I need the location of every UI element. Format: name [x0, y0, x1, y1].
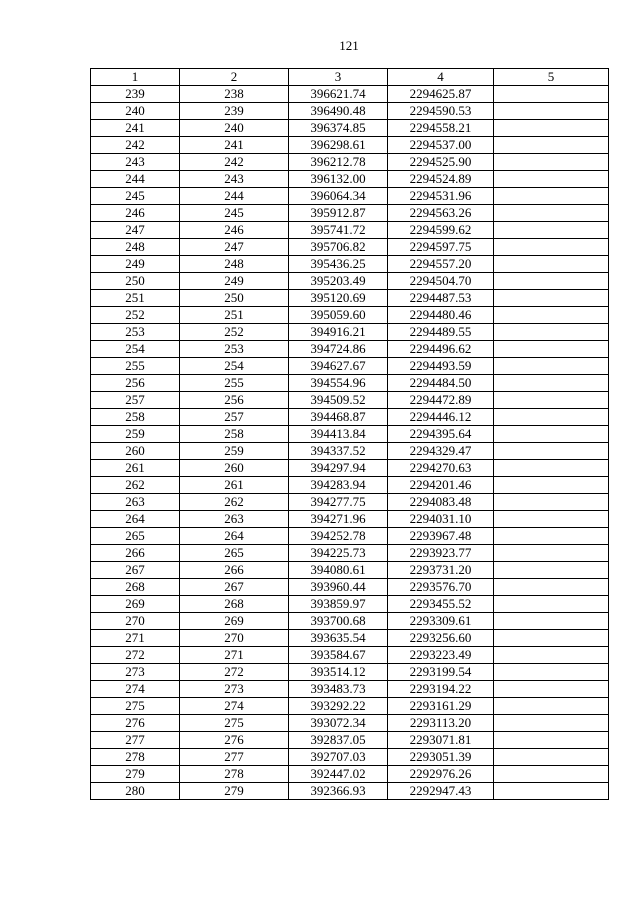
table-cell: [494, 239, 609, 256]
table-cell: [494, 613, 609, 630]
table-row: [91, 630, 609, 647]
table-cell: 246: [91, 205, 180, 222]
table-cell: 247: [180, 239, 289, 256]
table-cell: [494, 290, 609, 307]
table-cell: 276: [91, 715, 180, 732]
table-cell: 276: [180, 732, 289, 749]
table-cell: 240: [180, 120, 289, 137]
column-header: 2: [180, 69, 289, 86]
table-cell: [494, 460, 609, 477]
table-cell: 2293051.39: [388, 749, 494, 766]
table-row: [91, 205, 609, 222]
table-cell: 2293161.29: [388, 698, 494, 715]
table-cell: 244: [180, 188, 289, 205]
table-cell: 269: [180, 613, 289, 630]
table-cell: 2294524.89: [388, 171, 494, 188]
table-cell: 252: [180, 324, 289, 341]
table-cell: [494, 783, 609, 800]
table-cell: 393483.73: [289, 681, 388, 698]
table-cell: 238: [180, 86, 289, 103]
table-row: [91, 290, 609, 307]
table-row: [91, 273, 609, 290]
table-cell: 241: [180, 137, 289, 154]
table-cell: [494, 188, 609, 205]
table-cell: [494, 120, 609, 137]
table-cell: 2294487.53: [388, 290, 494, 307]
table-cell: 277: [180, 749, 289, 766]
table-cell: 253: [91, 324, 180, 341]
table-cell: 2294563.26: [388, 205, 494, 222]
table-cell: 263: [180, 511, 289, 528]
table-cell: 279: [180, 783, 289, 800]
table-cell: [494, 647, 609, 664]
table-cell: [494, 698, 609, 715]
table-cell: 274: [91, 681, 180, 698]
table-cell: [494, 664, 609, 681]
table-cell: 249: [91, 256, 180, 273]
table-row: [91, 188, 609, 205]
table-cell: 394627.67: [289, 358, 388, 375]
table-cell: [494, 137, 609, 154]
table-cell: 393960.44: [289, 579, 388, 596]
table-cell: 250: [91, 273, 180, 290]
table-cell: 2294597.75: [388, 239, 494, 256]
column-header: 5: [494, 69, 609, 86]
table-cell: 278: [91, 749, 180, 766]
table-cell: 251: [91, 290, 180, 307]
table-row: [91, 86, 609, 103]
table-cell: 255: [180, 375, 289, 392]
table-cell: [494, 596, 609, 613]
table-cell: 2294599.62: [388, 222, 494, 239]
table-cell: 249: [180, 273, 289, 290]
table-cell: 239: [180, 103, 289, 120]
table-cell: 257: [180, 409, 289, 426]
table-cell: 395059.60: [289, 307, 388, 324]
table-cell: 394252.78: [289, 528, 388, 545]
table-cell: 2294496.62: [388, 341, 494, 358]
table-cell: 394509.52: [289, 392, 388, 409]
table-cell: 393859.97: [289, 596, 388, 613]
table-cell: 2293309.61: [388, 613, 494, 630]
table-cell: 258: [91, 409, 180, 426]
table-row: [91, 647, 609, 664]
table-row: [91, 766, 609, 783]
table-cell: 2294270.63: [388, 460, 494, 477]
table-row: [91, 681, 609, 698]
table-cell: 241: [91, 120, 180, 137]
table-row: [91, 341, 609, 358]
table-cell: [494, 256, 609, 273]
table-cell: 260: [180, 460, 289, 477]
table-row: [91, 137, 609, 154]
table-cell: 257: [91, 392, 180, 409]
table-cell: [494, 477, 609, 494]
table-cell: [494, 681, 609, 698]
table-cell: [494, 749, 609, 766]
table-cell: 263: [91, 494, 180, 511]
table-cell: [494, 154, 609, 171]
table-cell: 2294031.10: [388, 511, 494, 528]
table-cell: 394277.75: [289, 494, 388, 511]
table-row: [91, 171, 609, 188]
table-cell: 2294537.00: [388, 137, 494, 154]
table-cell: 266: [180, 562, 289, 579]
table-row: [91, 528, 609, 545]
table-cell: 2293576.70: [388, 579, 494, 596]
table-row: [91, 477, 609, 494]
table-cell: 393514.12: [289, 664, 388, 681]
table-cell: [494, 630, 609, 647]
table-cell: 2294395.64: [388, 426, 494, 443]
table-cell: [494, 375, 609, 392]
table-cell: 393584.67: [289, 647, 388, 664]
table-row: [91, 239, 609, 256]
table-cell: 2294590.53: [388, 103, 494, 120]
table-cell: [494, 392, 609, 409]
table-cell: 394468.87: [289, 409, 388, 426]
table-cell: 267: [180, 579, 289, 596]
table-cell: 278: [180, 766, 289, 783]
table-cell: 394283.94: [289, 477, 388, 494]
table-row: [91, 375, 609, 392]
coordinates-table: [90, 68, 609, 800]
table-cell: [494, 732, 609, 749]
table-cell: [494, 307, 609, 324]
table-cell: 2293194.22: [388, 681, 494, 698]
table-cell: 264: [91, 511, 180, 528]
table-body: [91, 86, 609, 800]
table-cell: [494, 443, 609, 460]
table-cell: 394271.96: [289, 511, 388, 528]
table-row: [91, 783, 609, 800]
table-cell: 394554.96: [289, 375, 388, 392]
table-cell: 272: [91, 647, 180, 664]
table-cell: 394724.86: [289, 341, 388, 358]
table-cell: 274: [180, 698, 289, 715]
table-cell: 266: [91, 545, 180, 562]
table-cell: 395741.72: [289, 222, 388, 239]
table-cell: 261: [91, 460, 180, 477]
table-cell: 394297.94: [289, 460, 388, 477]
table-header-row: [91, 69, 609, 86]
table-cell: 392366.93: [289, 783, 388, 800]
table-cell: 395706.82: [289, 239, 388, 256]
table-cell: 2294525.90: [388, 154, 494, 171]
table-cell: 242: [180, 154, 289, 171]
table-row: [91, 613, 609, 630]
table-cell: 259: [91, 426, 180, 443]
table-cell: 268: [180, 596, 289, 613]
table-cell: 2292947.43: [388, 783, 494, 800]
table-cell: 395912.87: [289, 205, 388, 222]
table-cell: 395120.69: [289, 290, 388, 307]
table-cell: 243: [180, 171, 289, 188]
table-cell: [494, 426, 609, 443]
table-cell: 270: [91, 613, 180, 630]
table-cell: 251: [180, 307, 289, 324]
table-cell: [494, 205, 609, 222]
table-cell: 239: [91, 86, 180, 103]
table-cell: [494, 86, 609, 103]
table-cell: [494, 409, 609, 426]
page-number: 121: [339, 38, 359, 53]
table-cell: 2293923.77: [388, 545, 494, 562]
table-cell: 273: [91, 664, 180, 681]
table-cell: [494, 562, 609, 579]
table-row: [91, 154, 609, 171]
table-cell: [494, 766, 609, 783]
table-row: [91, 460, 609, 477]
table-cell: [494, 273, 609, 290]
table-cell: [494, 579, 609, 596]
table-cell: 396374.85: [289, 120, 388, 137]
table-cell: 392447.02: [289, 766, 388, 783]
table-cell: [494, 715, 609, 732]
table-cell: 2293256.60: [388, 630, 494, 647]
table-row: [91, 256, 609, 273]
table-cell: 244: [91, 171, 180, 188]
table-cell: 250: [180, 290, 289, 307]
table-row: [91, 120, 609, 137]
table-cell: 2294489.55: [388, 324, 494, 341]
table-row: [91, 409, 609, 426]
column-header: 3: [289, 69, 388, 86]
table-cell: 240: [91, 103, 180, 120]
table-row: [91, 562, 609, 579]
column-header: 1: [91, 69, 180, 86]
table-row: [91, 222, 609, 239]
table-cell: 396132.00: [289, 171, 388, 188]
table-cell: 262: [180, 494, 289, 511]
table-cell: 254: [91, 341, 180, 358]
table-cell: 393635.54: [289, 630, 388, 647]
table-cell: 2293113.20: [388, 715, 494, 732]
table-cell: [494, 324, 609, 341]
table-cell: 395436.25: [289, 256, 388, 273]
table-cell: 252: [91, 307, 180, 324]
table-cell: 2293199.54: [388, 664, 494, 681]
table-cell: 265: [180, 545, 289, 562]
table-cell: 268: [91, 579, 180, 596]
table-cell: 396621.74: [289, 86, 388, 103]
table-cell: 2294201.46: [388, 477, 494, 494]
table-cell: 395203.49: [289, 273, 388, 290]
table-row: [91, 392, 609, 409]
table-row: [91, 426, 609, 443]
table-cell: 265: [91, 528, 180, 545]
table-cell: [494, 103, 609, 120]
table-cell: [494, 511, 609, 528]
table-cell: 2294083.48: [388, 494, 494, 511]
table-cell: 396298.61: [289, 137, 388, 154]
table-cell: 270: [180, 630, 289, 647]
table-cell: 275: [180, 715, 289, 732]
table-cell: [494, 528, 609, 545]
table-cell: 394337.52: [289, 443, 388, 460]
table-cell: 2294472.89: [388, 392, 494, 409]
table-row: [91, 715, 609, 732]
table-cell: 255: [91, 358, 180, 375]
table-cell: 2293967.48: [388, 528, 494, 545]
table-cell: 2293223.49: [388, 647, 494, 664]
table-cell: 392707.03: [289, 749, 388, 766]
table-cell: 2294493.59: [388, 358, 494, 375]
table-cell: [494, 341, 609, 358]
table-cell: [494, 358, 609, 375]
table-cell: 394916.21: [289, 324, 388, 341]
table-cell: 277: [91, 732, 180, 749]
table-row: [91, 324, 609, 341]
table-row: [91, 545, 609, 562]
table-cell: 2294558.21: [388, 120, 494, 137]
table-cell: 259: [180, 443, 289, 460]
table-cell: 2294504.70: [388, 273, 494, 290]
table-cell: [494, 222, 609, 239]
table-cell: 275: [91, 698, 180, 715]
table-cell: 245: [180, 205, 289, 222]
table-row: [91, 494, 609, 511]
table-row: [91, 511, 609, 528]
table-cell: 394413.84: [289, 426, 388, 443]
table-cell: 242: [91, 137, 180, 154]
table-cell: 267: [91, 562, 180, 579]
table-row: [91, 307, 609, 324]
table-cell: 254: [180, 358, 289, 375]
table-cell: 394225.73: [289, 545, 388, 562]
table-row: [91, 103, 609, 120]
table-cell: 2292976.26: [388, 766, 494, 783]
table-row: [91, 749, 609, 766]
table-cell: 253: [180, 341, 289, 358]
table-cell: 246: [180, 222, 289, 239]
table-cell: 394080.61: [289, 562, 388, 579]
table-cell: 272: [180, 664, 289, 681]
table-cell: 2293731.20: [388, 562, 494, 579]
table-row: [91, 358, 609, 375]
table-cell: 248: [91, 239, 180, 256]
table-cell: 279: [91, 766, 180, 783]
table-cell: 248: [180, 256, 289, 273]
table-cell: 258: [180, 426, 289, 443]
table-cell: 256: [180, 392, 289, 409]
table-cell: 243: [91, 154, 180, 171]
table-cell: 280: [91, 783, 180, 800]
table-cell: [494, 494, 609, 511]
table-cell: 2293071.81: [388, 732, 494, 749]
table-cell: 260: [91, 443, 180, 460]
table-cell: 396490.48: [289, 103, 388, 120]
table-cell: 271: [180, 647, 289, 664]
table-row: [91, 596, 609, 613]
table-row: [91, 664, 609, 681]
table-cell: 396212.78: [289, 154, 388, 171]
table-cell: 247: [91, 222, 180, 239]
table-cell: 393700.68: [289, 613, 388, 630]
column-header: 4: [388, 69, 494, 86]
table-cell: 2293455.52: [388, 596, 494, 613]
table-cell: 2294446.12: [388, 409, 494, 426]
table-cell: 392837.05: [289, 732, 388, 749]
table-row: [91, 698, 609, 715]
table-cell: 396064.34: [289, 188, 388, 205]
table-cell: 2294531.96: [388, 188, 494, 205]
table-row: [91, 579, 609, 596]
table-cell: 2294484.50: [388, 375, 494, 392]
table-cell: 2294557.20: [388, 256, 494, 273]
table-cell: 245: [91, 188, 180, 205]
table-cell: 273: [180, 681, 289, 698]
table-cell: 2294625.87: [388, 86, 494, 103]
table-cell: 2294329.47: [388, 443, 494, 460]
table-cell: [494, 171, 609, 188]
table-cell: 264: [180, 528, 289, 545]
table-cell: 393072.34: [289, 715, 388, 732]
table-cell: 261: [180, 477, 289, 494]
table-cell: 393292.22: [289, 698, 388, 715]
table-row: [91, 732, 609, 749]
table-cell: 271: [91, 630, 180, 647]
table-cell: [494, 545, 609, 562]
table-cell: 2294480.46: [388, 307, 494, 324]
table-row: [91, 443, 609, 460]
table-cell: 256: [91, 375, 180, 392]
table-cell: 269: [91, 596, 180, 613]
table-cell: 262: [91, 477, 180, 494]
